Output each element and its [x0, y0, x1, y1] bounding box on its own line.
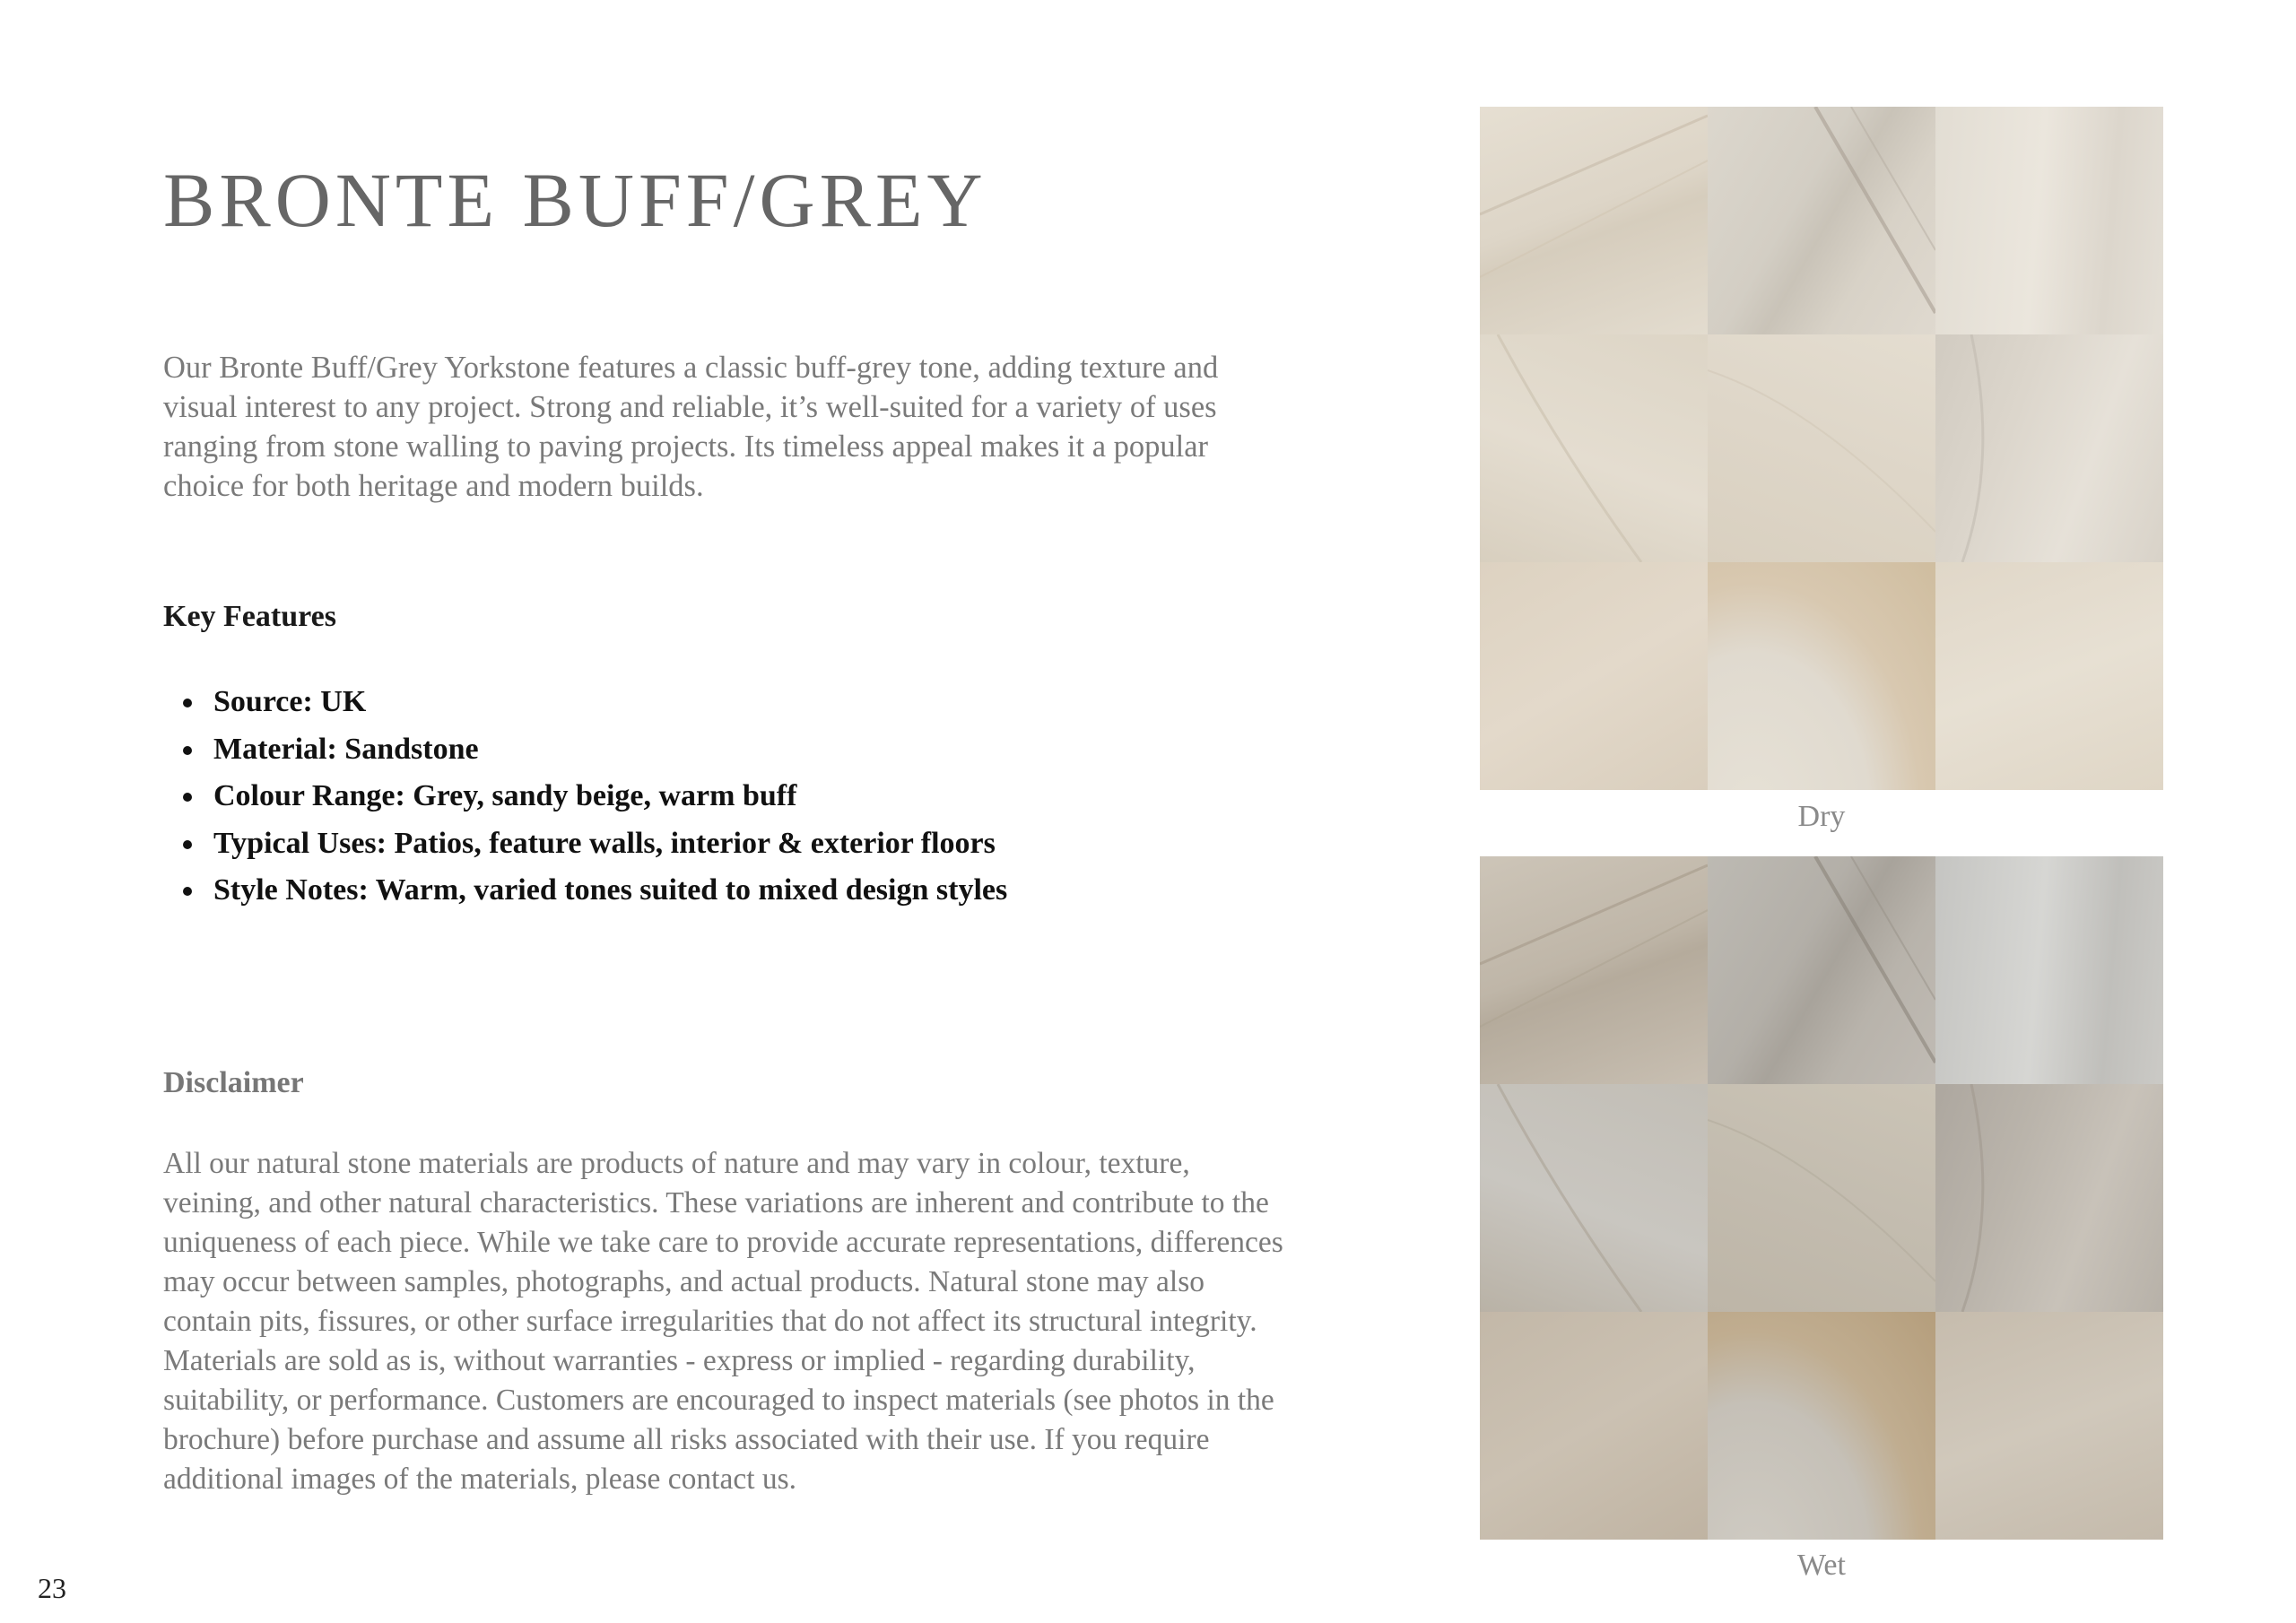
- dry-caption: Dry: [1797, 800, 1846, 833]
- feature-text: Style Notes: Warm, varied tones suited to mixed design styles: [213, 873, 1008, 907]
- bullet-icon: [183, 793, 192, 802]
- vein-texture: [1480, 1084, 1708, 1312]
- disclaimer-heading: Disclaimer: [163, 1066, 304, 1099]
- stone-tile: [1480, 334, 1708, 562]
- bullet-icon: [183, 840, 192, 849]
- stone-tile: [1708, 562, 1935, 790]
- vein-texture: [1480, 856, 1708, 1084]
- stone-tile: [1935, 562, 2163, 790]
- feature-item-source: [163, 679, 1007, 726]
- key-features-list: [163, 679, 1007, 915]
- bullet-icon: [183, 699, 192, 707]
- stone-tile: [1935, 1312, 2163, 1540]
- stone-tile: [1480, 562, 1708, 790]
- stone-tile: [1708, 334, 1935, 562]
- feature-item-colour-range: [163, 773, 1007, 820]
- vein-texture: [1480, 334, 1708, 562]
- stone-tile: [1480, 107, 1708, 334]
- page-number: 23: [38, 1572, 66, 1604]
- stone-tile: [1935, 1084, 2163, 1312]
- vein-texture: [1480, 107, 1708, 334]
- stone-tile: [1480, 1312, 1708, 1540]
- vein-texture: [1935, 334, 2163, 562]
- bullet-icon: [183, 887, 192, 896]
- disclaimer-paragraph: All our natural stone materials are products of nature and may vary in colour, texture, veining, and other natural characteristics. These variations are inherent and contribute to the uniqueness of each piece. While we take care to provide accurate representations, differences may occur between samples, photographs, and actual products. Natural stone may also contain pits, fissures, or other surface irregularities that do not affect its structural integrity. Materials are sold as is, without warranties - express or implied - regarding durability, suitability, or performance. Customers are encouraged to inspect materials (see photos in the brochure) before purchase and assume all risks associated with their use. If you require additional images of the materials, please contact us.: [163, 1147, 1283, 1496]
- feature-item-material: [163, 726, 1007, 774]
- vein-texture: [1708, 334, 1935, 562]
- stone-tile: [1935, 334, 2163, 562]
- stone-tile: [1935, 107, 2163, 334]
- vein-texture: [1935, 1084, 2163, 1312]
- wet-caption: Wet: [1797, 1549, 1846, 1582]
- feature-text: Colour Range: Grey, sandy beige, warm buff: [213, 779, 797, 812]
- intro-paragraph: Our Bronte Buff/Grey Yorkstone features a classic buff-grey tone, adding texture and visual interest to any project. Strong and reliable, it’s well-suited for a variety of uses ranging from stone walling to paving projects. Its timeless appeal makes it a popular choice for both heritage and modern builds.: [163, 351, 1219, 503]
- feature-text: Typical Uses: Patios, feature walls, interior & exterior floors: [213, 826, 996, 860]
- wet-stone-swatch-image: [1480, 856, 2163, 1540]
- stone-tile: [1935, 856, 2163, 1084]
- stone-tile: [1708, 107, 1935, 334]
- feature-item-typical-uses: [163, 820, 1007, 868]
- dry-stone-swatch-image: [1480, 107, 2163, 790]
- stone-tile: [1708, 856, 1935, 1084]
- feature-text: Source: UK: [213, 685, 367, 718]
- stone-tile: [1480, 1084, 1708, 1312]
- stone-tile: [1480, 856, 1708, 1084]
- page-title: BRONTE BUFF/GREY: [163, 157, 987, 243]
- key-features-heading: Key Features: [163, 600, 336, 633]
- stone-tile: [1708, 1312, 1935, 1540]
- vein-texture: [1708, 107, 1935, 334]
- feature-item-style-notes: [163, 867, 1007, 915]
- vein-texture: [1708, 856, 1935, 1084]
- vein-texture: [1708, 1084, 1935, 1312]
- stone-tile: [1708, 1084, 1935, 1312]
- feature-text: Material: Sandstone: [213, 732, 479, 766]
- bullet-icon: [183, 746, 192, 755]
